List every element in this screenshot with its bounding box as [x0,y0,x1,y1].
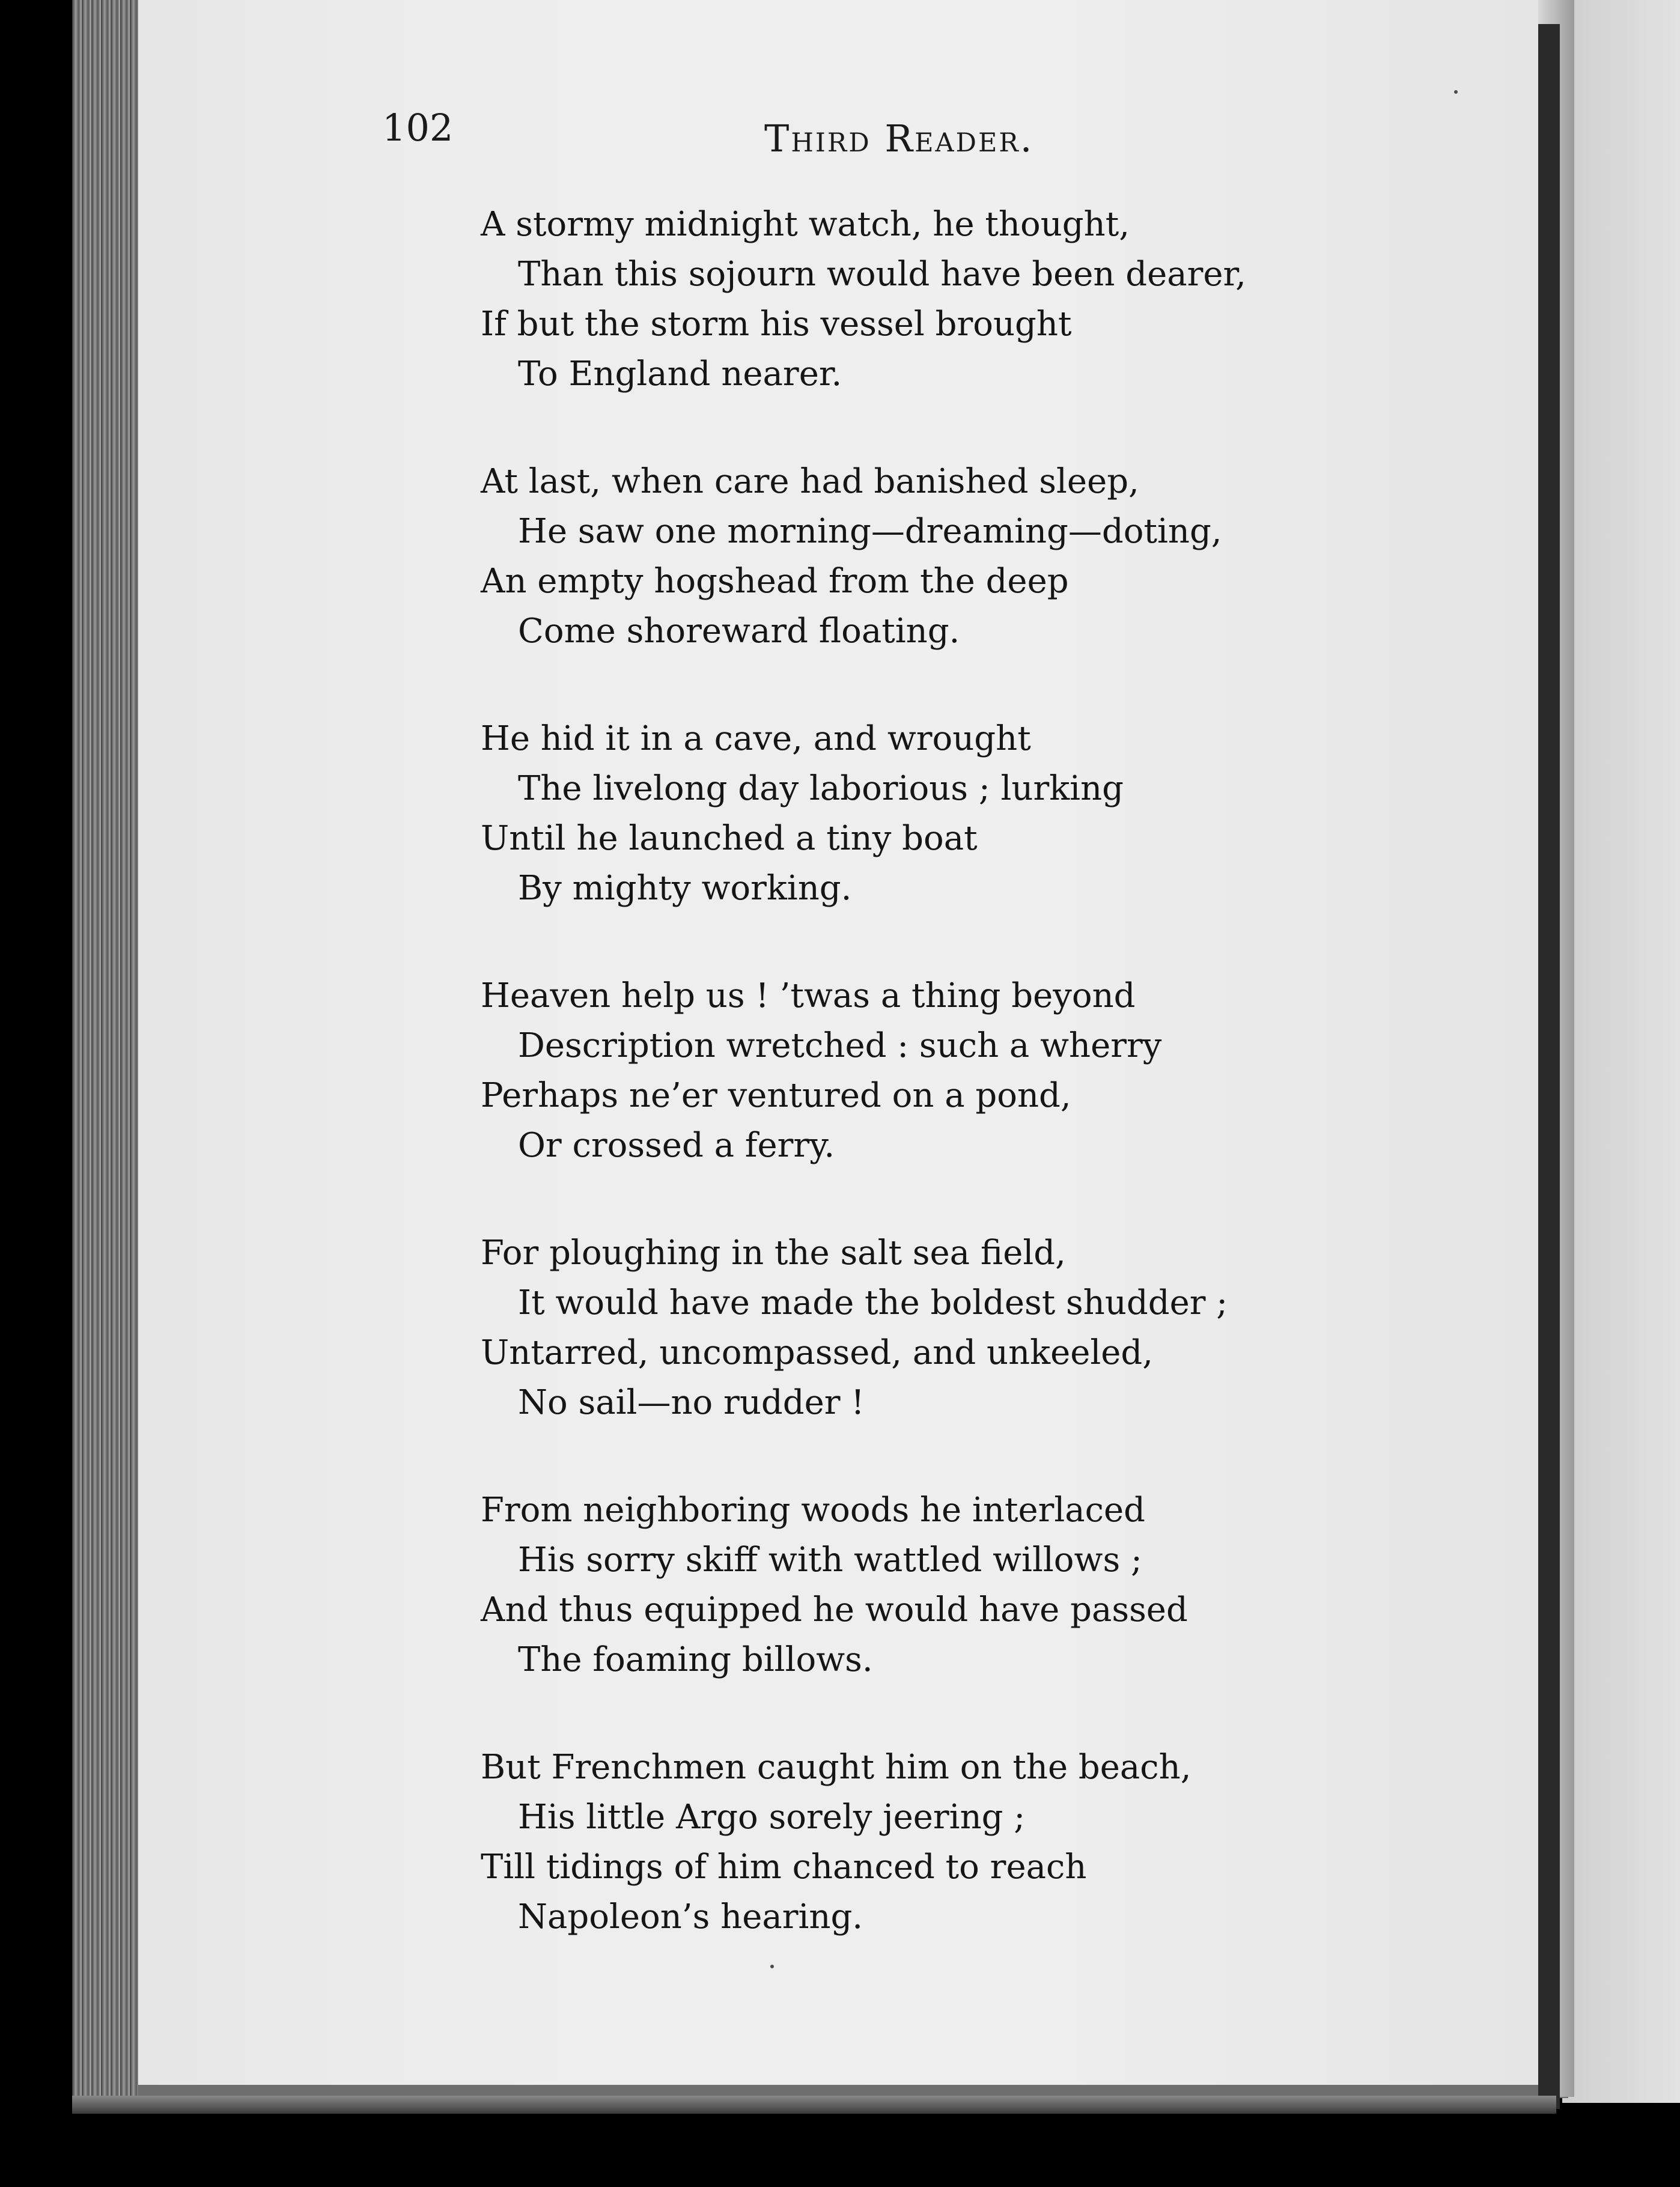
stanza [481,457,1358,656]
poem-line: It would have made the boldest shudder ; [518,1283,1228,1322]
poem-line: A stormy midnight watch, he thought, [481,205,1130,244]
poem-line: He hid it in a cave, and wrought [481,719,1031,758]
poem-line: Napoleon’s hearing. [518,1897,863,1936]
running-head: Third Reader. [764,117,1034,160]
stanza [481,1742,1358,1942]
poem-line: Until he launched a tiny boat [481,819,978,858]
stanza [481,199,1358,399]
poem-line: At last, when care had banished sleep, [481,462,1139,501]
stanza [481,1228,1358,1428]
poem-line: Or crossed a ferry. [518,1126,835,1165]
poem-line: For ploughing in the salt sea field, [481,1233,1066,1273]
stanza [481,971,1358,1170]
poem-line: Come shoreward floating. [518,612,960,651]
poem-line: By mighty working. [518,869,852,908]
page-edge-stack [72,0,144,2109]
poem-line: The foaming billows. [518,1640,873,1679]
poem-line: Untarred, uncompassed, and unkeeled, [481,1333,1154,1372]
poem-line: From neighboring woods he interlaced [481,1491,1146,1530]
poem-line: His sorry skiff with wattled willows ; [518,1541,1142,1580]
poem-line: Description wretched : such a wherry [518,1026,1162,1065]
stanza [481,1485,1358,1685]
poem-line: Than this sojourn would have been dearer, [518,255,1246,294]
poem-line: If but the storm his vessel brought [481,305,1072,344]
book-binding [1538,24,1560,2109]
poem-body [481,199,1358,2000]
page-number: 102 [382,106,454,150]
stanza [481,714,1358,913]
speck [1454,90,1458,94]
poem-line: An empty hogshead from the deep [481,562,1069,601]
poem-line: His little Argo sorely jeering ; [518,1798,1026,1837]
poem-line: No sail—no rudder ! [518,1383,865,1422]
poem-line: Heaven help us ! ’twas a thing beyond [481,976,1136,1015]
poem-line: But Frenchmen caught him on the beach, [481,1748,1192,1787]
poem-line: To England nearer. [518,354,842,394]
poem-line: He saw one morning—dreaming—doting, [518,512,1222,551]
poem-line: The livelong day laborious ; lurking [518,769,1124,808]
poem-line: Till tidings of him chanced to reach [481,1848,1087,1887]
poem-line: Perhaps ne’er ventured on a pond, [481,1076,1071,1115]
poem-line: And thus equipped he would have passed [481,1590,1188,1629]
facing-page-edge [1562,0,1680,2103]
page-bottom-edge [72,2096,1556,2114]
